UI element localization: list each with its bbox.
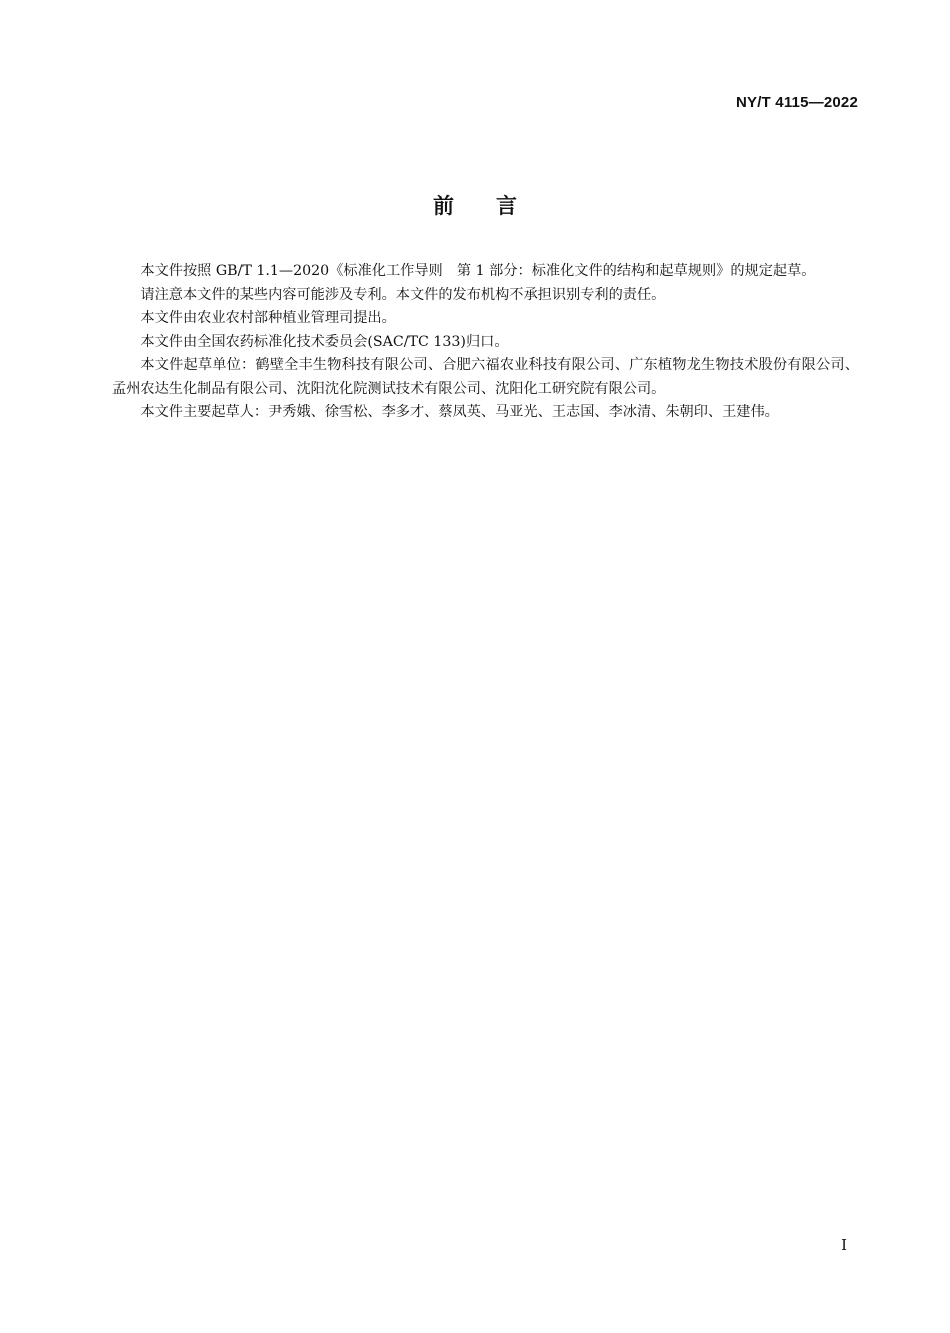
standard-number: NY/T 4115—2022 xyxy=(735,94,858,111)
page-number: I xyxy=(841,1236,847,1254)
foreword-body xyxy=(112,260,859,425)
paragraph-drafting-units: 本文件起草单位：鹤壁全丰生物科技有限公司、合肥六福农业科技有限公司、广东植物龙生物技术股份有限公司、孟州农达生化制品有限公司、沈阳沈化院测试技术有限公司、沈阳化工研究院有限公司。 xyxy=(112,357,859,397)
paragraph-committee: 本文件由全国农药标准化技术委员会(SAC/TC 133)归口。 xyxy=(140,333,509,350)
paragraph-proposer: 本文件由农业农村部种植业管理司提出。 xyxy=(140,310,396,326)
page-title: 前言 xyxy=(433,194,559,218)
paragraph-drafting-rules: 本文件按照 GB/T 1.1—2020《标准化工作导则 第 1 部分：标准化文件的结构和起草规则》的规定起草。 xyxy=(140,263,816,279)
paragraph-patent-notice: 请注意本文件的某些内容可能涉及专利。本文件的发布机构不承担识别专利的责任。 xyxy=(140,286,666,303)
paragraph-drafters: 本文件主要起草人：尹秀娥、徐雪松、李多才、蔡凤英、马亚光、王志国、李冰清、朱朝印、王建伟。 xyxy=(140,404,779,420)
